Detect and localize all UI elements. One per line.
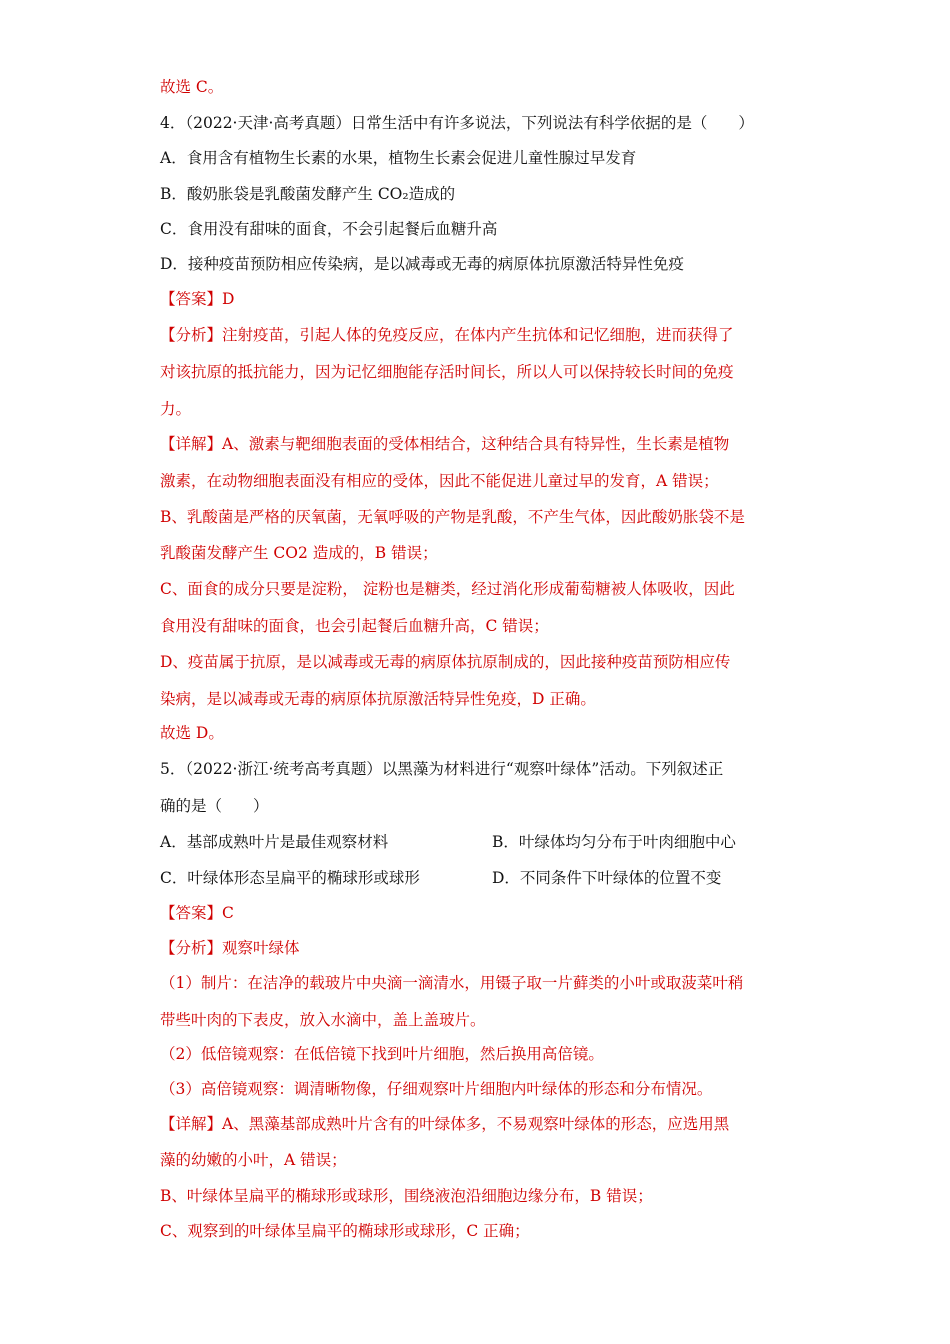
q5-analysis-line-1: （1）制片：在洁净的载玻片中央滴一滴清水，用镊子取一片藓类的小叶或取菠菜叶稍 [160, 974, 744, 992]
q5-option-b: B．叶绿体均匀分布于叶肉细胞中心 [492, 833, 736, 851]
q5-analysis-heading [160, 937, 300, 959]
q4-detail-line-8: 染病，是以减毒或无毒的病原体抗原激活特异性免疫，D 正确。 [160, 690, 596, 708]
q5-option-d: D．不同条件下叶绿体的位置不变 [492, 869, 722, 887]
q3-conclusion: 故选 C。 [160, 78, 224, 96]
analysis-label: 【分析】 [160, 939, 223, 957]
q5-detail-line-1 [160, 1113, 729, 1135]
q5-analysis-line-3: （2）低倍镜观察：在低倍镜下找到叶片细胞，然后换用高倍镜。 [160, 1045, 604, 1063]
q5-detail-line-2: 藻的幼嫩的小叶，A 错误； [160, 1151, 347, 1169]
q4-detail-line-5: C、面食的成分只要是淀粉， 淀粉也是糖类，经过消化形成葡萄糖被人体吸收，因此 [160, 580, 735, 598]
q4-detail-line-1 [160, 433, 729, 455]
q4-stem: 4．（2022·天津·高考真题）日常生活中有许多说法，下列说法有科学依据的是（ ） [160, 114, 754, 132]
q5-answer: 【答案】C [160, 904, 234, 922]
analysis-label: 【分析】 [160, 326, 223, 344]
q5-option-c: C．叶绿体形态呈扁平的椭球形或球形 [160, 869, 420, 887]
q4-analysis-line-3: 力。 [160, 400, 192, 418]
q5-stem-line-2: 确的是（ ） [160, 797, 269, 815]
detail-label: 【详解】 [160, 435, 223, 453]
q5-stem-line-1: 5．（2022·浙江·统考高考真题）以黑藻为材料进行“观察叶绿体”活动。下列叙述正 [160, 760, 724, 778]
q4-answer: 【答案】D [160, 290, 235, 308]
q5-option-a: A．基部成熟叶片是最佳观察材料 [160, 833, 389, 851]
q4-option-d: D．接种疫苗预防相应传染病，是以减毒或无毒的病原体抗原激活特异性免疫 [160, 255, 684, 273]
q4-analysis-line-2: 对该抗原的抵抗能力，因为记忆细胞能存活时间长，所以人可以保持较长时间的免疫 [160, 363, 734, 381]
q5-analysis-line-2: 带些叶肉的下表皮，放入水滴中，盖上盖玻片。 [160, 1011, 486, 1029]
q4-option-b: B．酸奶胀袋是乳酸菌发酵产生 CO₂造成的 [160, 185, 456, 203]
q4-option-a: A．食用含有植物生长素的水果，植物生长素会促进儿童性腺过早发育 [160, 149, 637, 167]
q4-detail-line-6: 食用没有甜味的面食，也会引起餐后血糖升高，C 错误； [160, 617, 549, 635]
analysis-text: 注射疫苗，引起人体的免疫反应，在体内产生抗体和记忆细胞，进而获得了 [222, 326, 734, 344]
detail-text: A、激素与靶细胞表面的受体相结合，这种结合具有特异性，生长素是植物 [222, 435, 730, 453]
q5-analysis-line-4: （3）高倍镜观察：调清晰物像，仔细观察叶片细胞内叶绿体的形态和分布情况。 [160, 1080, 713, 1098]
q5-detail-line-3: B、叶绿体呈扁平的椭球形或球形，围绕液泡沿细胞边缘分布，B 错误； [160, 1187, 653, 1205]
q4-detail-line-7: D、疫苗属于抗原，是以减毒或无毒的病原体抗原制成的，因此接种疫苗预防相应传 [160, 653, 731, 671]
q4-detail-line-2: 激素，在动物细胞表面没有相应的受体，因此不能促进儿童过早的发育，A 错误； [160, 472, 719, 490]
q4-option-c: C．食用没有甜味的面食，不会引起餐后血糖升高 [160, 220, 498, 238]
detail-text: A、黑藻基部成熟叶片含有的叶绿体多，不易观察叶绿体的形态，应选用黑 [222, 1115, 730, 1133]
q4-analysis-line-1 [160, 324, 734, 346]
analysis-title: 观察叶绿体 [222, 939, 300, 957]
q4-detail-line-4: 乳酸菌发酵产生 CO2 造成的，B 错误； [160, 544, 438, 562]
q4-detail-line-3: B、乳酸菌是严格的厌氧菌，无氧呼吸的产物是乳酸，不产生气体，因此酸奶胀袋不是 [160, 508, 745, 526]
detail-label: 【详解】 [160, 1115, 223, 1133]
q4-conclusion: 故选 D。 [160, 724, 224, 742]
q5-detail-line-4: C、观察到的叶绿体呈扁平的椭球形或球形，C 正确； [160, 1222, 530, 1240]
